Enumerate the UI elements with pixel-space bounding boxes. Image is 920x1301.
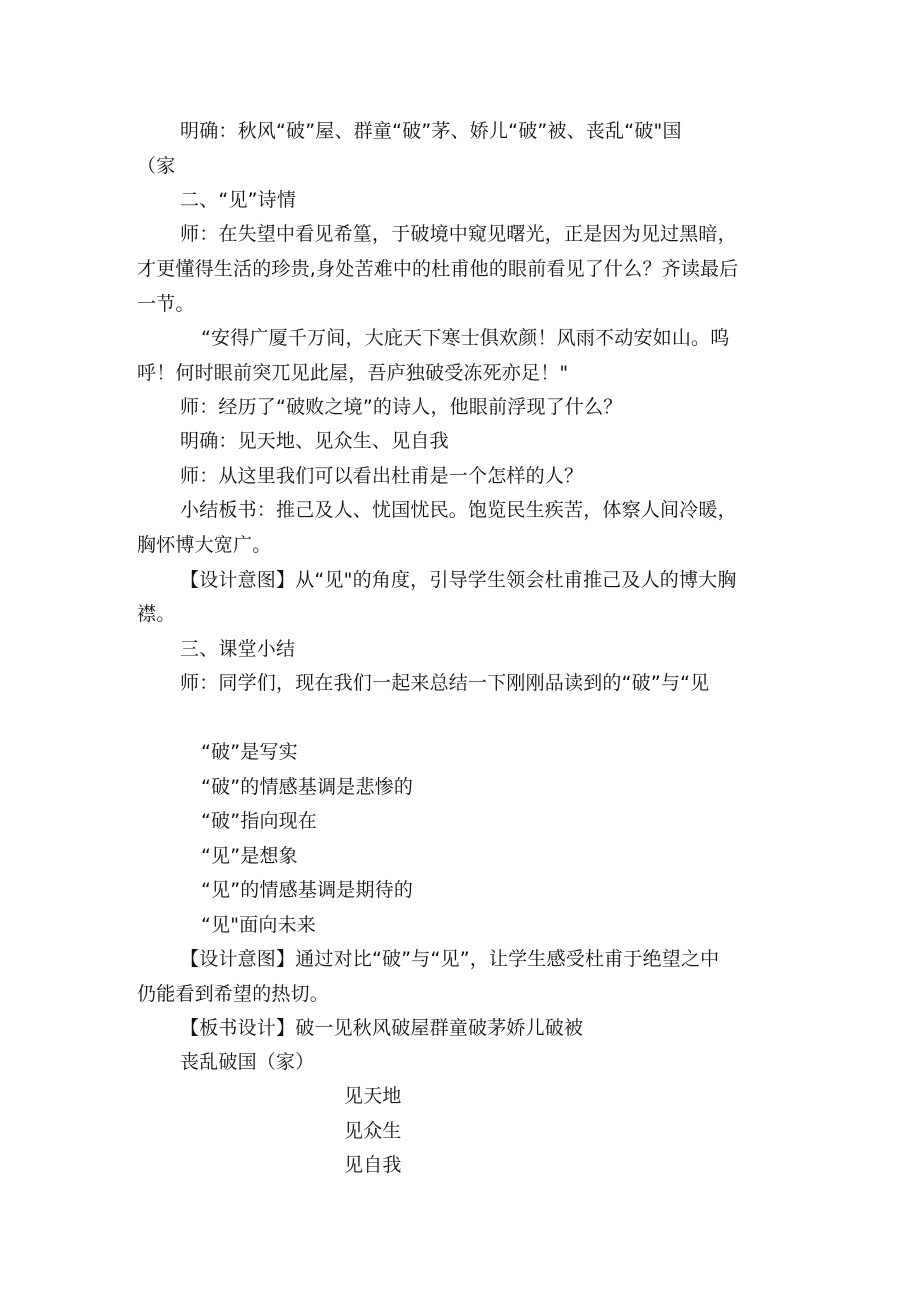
design-intent-2-cont: 仍能看到希望的热切。 <box>137 983 330 1005</box>
section-heading-3: 三、课堂小结 <box>180 638 296 660</box>
answer-line-po-cont: （家 <box>137 155 176 177</box>
teacher-line-1-end: 一节。 <box>137 293 195 315</box>
teacher-line-1: 师：在失望中看见希篁，于破境中窥见曙光，正是因为见过黑暗， <box>180 223 737 245</box>
contrast-jian-3: “见"面向未来 <box>201 914 316 936</box>
summary-board-cont: 胸怀博大宽广。 <box>137 534 272 556</box>
teacher-question-3: 师：从这里我们可以看出杜甫是一个怎样的人？ <box>180 465 584 487</box>
design-intent-1: 【设计意图】从“见"的角度，引导学生领会杜甫推己及人的博大胸 <box>180 569 737 591</box>
section-heading-2: 二、“见”诗情 <box>180 189 297 211</box>
teacher-summary: 师：同学们，现在我们一起来总结一下刚刚品读到的“破”与“见 <box>180 672 710 694</box>
design-intent-1-cont: 襟。 <box>137 603 176 625</box>
poem-quote: “安得广厦千万间，大庇天下寒士俱欢颜！风雨不动安如山。呜 <box>201 327 730 349</box>
board-design: 【板书设计】破一见秋风破屋群童破茅娇儿破被 <box>180 1017 584 1039</box>
board-item-tiandi: 见天地 <box>344 1085 402 1107</box>
contrast-po-2: “破”的情感基调是悲惨的 <box>201 776 414 798</box>
answer-line-jian: 明确：见天地、见众生、见自我 <box>180 430 449 452</box>
teacher-line-1-cont: 才更懂得生活的珍贵,身处苦难中的杜甫他的眼前看见了什么？齐读最后 <box>137 258 739 280</box>
summary-board: 小结板书：推己及人、忧国忧民。饱览民生疾苦，体察人间冷暖， <box>180 499 737 521</box>
answer-line-po: 明确：秋风“破”屋、群童“破”茅、娇儿“破”被、丧乱“破"国 <box>180 120 682 142</box>
contrast-jian-2: “见”的情感基调是期待的 <box>201 879 414 901</box>
contrast-po-1: “破”是写实 <box>201 741 298 763</box>
contrast-po-3: “破”指向现在 <box>201 810 318 832</box>
poem-quote-cont: 呼！何时眼前突兀见此屋，吾庐独破受冻死亦足！" <box>137 362 569 384</box>
design-intent-2: 【设计意图】通过对比“破”与“见”，让学生感受杜甫于绝望之中 <box>180 948 720 970</box>
contrast-jian-1: “见”是想象 <box>201 845 298 867</box>
board-item-zhongsheng: 见众生 <box>344 1120 402 1142</box>
board-design-cont: 丧乱破国（家） <box>180 1051 315 1073</box>
board-item-ziwo: 见自我 <box>344 1154 402 1176</box>
teacher-question-2: 师：经历了“破败之境”的诗人，他眼前浮现了什么？ <box>180 396 623 418</box>
